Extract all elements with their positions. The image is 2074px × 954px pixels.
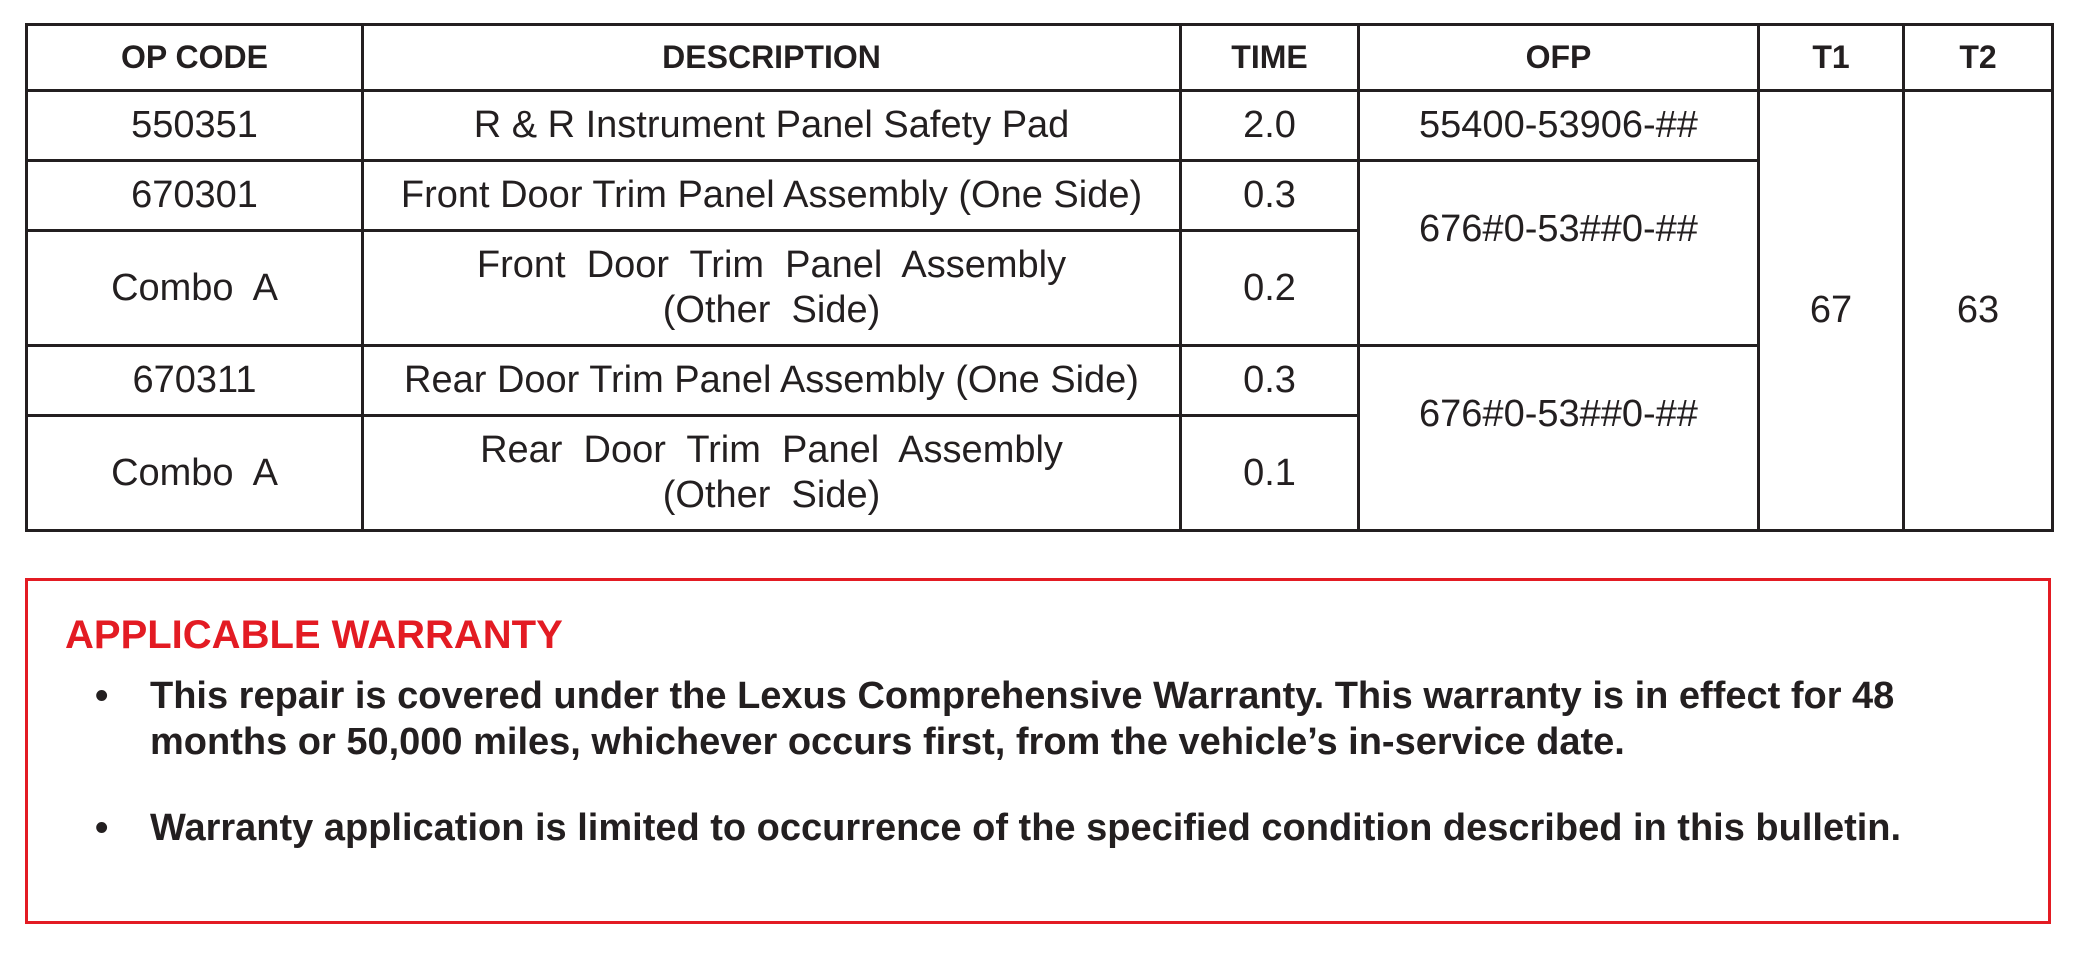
table-row [27, 346, 2053, 416]
description-line-2: (Other Side) [662, 289, 881, 331]
table-row [27, 91, 2053, 161]
labor-operation-table [25, 23, 2054, 532]
bullet-icon: • [95, 675, 109, 717]
header-op-code: OP CODE [27, 25, 363, 91]
description-cell [363, 231, 1181, 346]
op-code-cell: 550351 [27, 91, 363, 161]
warranty-title: APPLICABLE WARRANTY [65, 613, 563, 657]
time-cell: 0.3 [1181, 161, 1359, 231]
ofp-cell: 55400-53906-## [1359, 91, 1759, 161]
description-cell: Rear Door Trim Panel Assembly (One Side) [363, 346, 1181, 416]
op-code-cell: Combo A [27, 231, 363, 346]
header-ofp: OFP [1359, 25, 1759, 91]
description-cell: Front Door Trim Panel Assembly (One Side) [363, 161, 1181, 231]
header-description: DESCRIPTION [363, 25, 1181, 91]
description-line-1: Front Door Trim Panel Assembly [476, 244, 1067, 286]
description-line-2: (Other Side) [662, 474, 881, 516]
table-row [27, 161, 2053, 231]
warranty-list-item [65, 673, 2015, 765]
description-cell [363, 416, 1181, 531]
description-line-1: Rear Door Trim Panel Assembly [480, 429, 1063, 471]
t2-cell: 63 [1904, 91, 2053, 531]
warranty-list-item [65, 805, 2015, 851]
time-cell: 0.2 [1181, 231, 1359, 346]
header-t1: T1 [1759, 25, 1904, 91]
table-header-row [27, 25, 2053, 91]
header-time: TIME [1181, 25, 1359, 91]
ofp-cell-front-door [1359, 161, 1759, 346]
op-code-cell: 670301 [27, 161, 363, 231]
warranty-list [65, 673, 2015, 891]
time-cell: 2.0 [1181, 91, 1359, 161]
warranty-item-text: Warranty application is limited to occurrence of the specified condition described in this bulletin. [150, 807, 1902, 849]
applicable-warranty-box [25, 578, 2051, 924]
ofp-cell-rear-door [1359, 346, 1759, 531]
ofp-front-door-value: 676#0-53##0-## [1419, 207, 1698, 250]
op-code-cell: 670311 [27, 346, 363, 416]
t1-cell: 67 [1759, 91, 1904, 531]
time-cell: 0.3 [1181, 346, 1359, 416]
bullet-icon: • [95, 807, 109, 849]
ofp-rear-door-value: 676#0-53##0-## [1419, 392, 1698, 435]
description-cell: R & R Instrument Panel Safety Pad [363, 91, 1181, 161]
warranty-item-text: This repair is covered under the Lexus Comprehensive Warranty. This warranty is in effect for 48 months or 50,000 miles, whichever occurs first, from the vehicle’s in-service date. [150, 675, 1895, 763]
time-cell: 0.1 [1181, 416, 1359, 531]
header-t2: T2 [1904, 25, 2053, 91]
op-code-cell: Combo A [27, 416, 363, 531]
